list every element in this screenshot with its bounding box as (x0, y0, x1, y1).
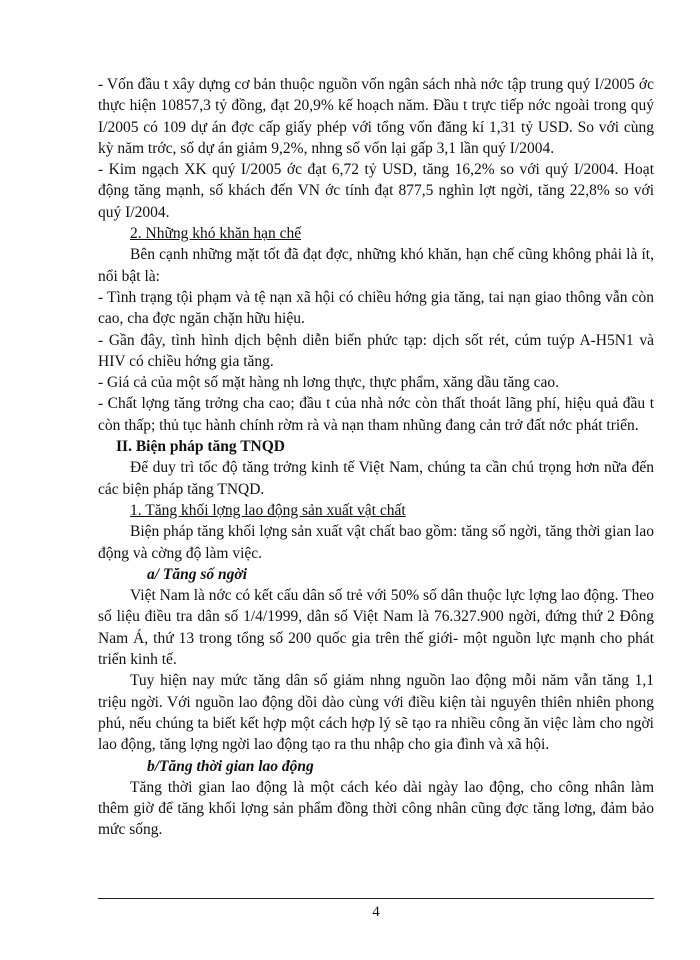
paragraph-labor-supply: Tuy hiện nay mức tăng dân số giảm nhng nguồn lao động mỗi năm vẫn tăng 1,1 triệu ngời. Với nguồn lao động dồi dào cùng với điều kiện tài nguyên thiên nhiên phong phú, nếu chúng ta biết kết hợp một cách hợp lý sẽ tạo ra nhiều công ăn việc làm cho ngời lao động, tăng lợng ngời lao động tạo ra thu nhập cho gia đình và xã hội. (98, 672, 654, 754)
page-number: 4 (372, 904, 380, 920)
list-item-crime: - Tình trạng tội phạm và tệ nạn xã hội có chiều hớng gia tăng, tai nạn giao thông vẫn còn cao, cha đợc ngăn chặn hữu hiệu. (98, 288, 654, 328)
subsection-heading-labor-volume: 1. Tăng khối lợng lao động sản xuất vật chất (130, 501, 406, 519)
section-heading-difficulties: 2. Những khó khăn hạn chế (130, 225, 302, 243)
paragraph-labor-volume: Biện pháp tăng khối lợng sản xuất vật chất bao gồm: tăng số ngời, tăng thời gian lao động và cờng độ làm việc. (98, 523, 654, 562)
subsection-heading-increase-time: b/Tăng thời gian lao động (147, 757, 314, 775)
subsection-heading-increase-people: a/ Tăng số ngời (147, 565, 248, 583)
paragraph-export: - Kim ngạch XK quý I/2005 ớc đạt 6,72 tỷ USD, tăng 16,2% so với quý I/2004. Hoạt động tăng mạnh, số khách đến VN ớc tính đạt 877,5 nghìn lợt ngời, tăng 22,8% so với quý I/2004. (98, 161, 654, 221)
paragraph-working-time: Tăng thời gian lao động là một cách kéo dài ngày lao động, cho công nhân làm thêm giờ để tăng khối lợng sản phẩm đồng thời công nhân cũng đợc tăng lơng, đảm bảo mức sống. (98, 778, 654, 839)
footer-divider (98, 898, 654, 899)
document-body (98, 74, 654, 841)
paragraph-investment: - Vốn đầu t xây dựng cơ bản thuộc nguồn vốn ngân sách nhà nớc tập trung quý I/2005 ớc thực hiện 10857,3 tỷ đồng, đạt 20,9% kế hoạch năm. Đầu t trực tiếp nớc ngoài trong quý I/2005 có 109 dự án đợc cấp giấy phép với tổng vốn đăng kí 1,31 tỷ USD. So với cùng kỳ năm trớc, số dự án giảm 9,2%, nhng số vốn lại gấp 3,1 lần quý I/2004. (98, 76, 654, 157)
list-item-growth-quality: - Chất lợng tăng trởng cha cao; đầu t của nhà nớc còn thất thoát lãng phí, hiệu quả đầu t còn thấp; thủ tục hành chính rờm rà và nạn tham nhũng đang cản trở đất nớc phát triển. (98, 395, 654, 434)
paragraph-difficulties-intro: Bên cạnh những mặt tốt đã đạt đợc, những khó khăn, hạn chế cũng không phải là ít, nổi bật là: (98, 246, 654, 285)
list-item-prices: - Giá cả của một số mặt hàng nh lơng thực, thực phẩm, xăng dầu tăng cao. (98, 374, 560, 392)
list-item-disease: - Gần đây, tình hình dịch bệnh diễn biến phức tạp: dịch sốt rét, cúm tuýp A-H5N1 và HIV có chiều hớng gia tăng. (98, 331, 654, 370)
paragraph-measures-intro: Để duy trì tốc độ tăng trởng kinh tế Việt Nam, chúng ta cần chú trọng hơn nữa đến các biện pháp tăng TNQD. (98, 459, 654, 498)
section-heading-measures: II. Biện pháp tăng TNQD (116, 438, 285, 456)
paragraph-population: Việt Nam là nớc có kết cấu dân số trẻ với 50% số dân thuộc lực lợng lao động. Theo số liệu điều tra dân số 1/4/1999, dân số Việt Nam là 76.327.900 ngời, đứng thứ 2 Đông Nam Á, thứ 13 trong tổng số 200 quốc gia trên thế giới- một nguồn lực mạnh cho phát triển kinh tế. (98, 587, 654, 669)
